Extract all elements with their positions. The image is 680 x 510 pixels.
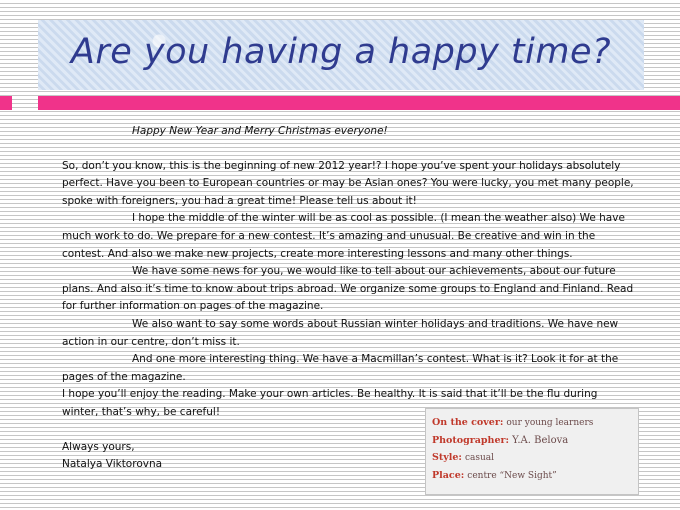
cover-line [432, 414, 632, 432]
letter-paragraph: We also want to say some words about Russian winter holidays and traditions. We have new action in our centre, don’t miss it. [62, 317, 619, 348]
letter-paragraph: And one more interesting thing. We have a Macmillan’s contest. What is it? Look it for at the pages of the magazine. [62, 353, 619, 383]
place-label: Place: [432, 470, 465, 481]
letter-greeting: Happy New Year and Merry Christmas everyone! [132, 125, 388, 137]
letter-signoff: Always yours, [62, 440, 135, 453]
style-line [432, 449, 632, 467]
photographer-value: Y.A. Belova [512, 435, 569, 446]
place-value: centre “New Sight” [467, 471, 557, 481]
cover-info-box [425, 408, 639, 495]
letter-paragraph: So, don’t you know, this is the beginning of new 2012 year!? I hope you’ve spent your holidays absolutely perfect. Have you been to European countries or may be Asian ones? You were lucky, you met many people, spoke with foreigners, you had a great time! Please tell us about it! [62, 159, 634, 207]
photographer-label: Photographer: [432, 435, 510, 446]
accent-bar-left [0, 96, 12, 110]
letter-author: Natalya Viktorovna [62, 458, 163, 471]
photographer-line [432, 432, 632, 449]
page-title: Are you having a happy time? [70, 32, 612, 72]
letter-paragraph: I hope the middle of the winter will be as cool as possible. (I mean the weather also) We have much work to do. We prepare for a new contest. It’s amazing and unusual. Be creative and win in the contest. And also we make new projects, create more interesting lessons and many other things. [62, 212, 625, 260]
title-banner [38, 20, 644, 90]
letter-paragraph: We have some news for you, we would like to tell about our achievements, about our future plans. And also it’s time to know about trips abroad. We organize some groups to England and Finland. Read for further information on pages of the magazine. [62, 265, 634, 313]
cover-label: On the cover: [432, 417, 504, 428]
cover-value: our young learners [506, 418, 594, 428]
place-line [432, 467, 632, 485]
style-value: casual [464, 453, 495, 463]
style-label: Style: [432, 452, 462, 463]
accent-bar [38, 96, 680, 110]
letter-paragraph: I hope you’ll enjoy the reading. Make your own articles. Be healthy. It is said that it’ll be the flu during winter, that’s why, be careful! [62, 388, 598, 418]
